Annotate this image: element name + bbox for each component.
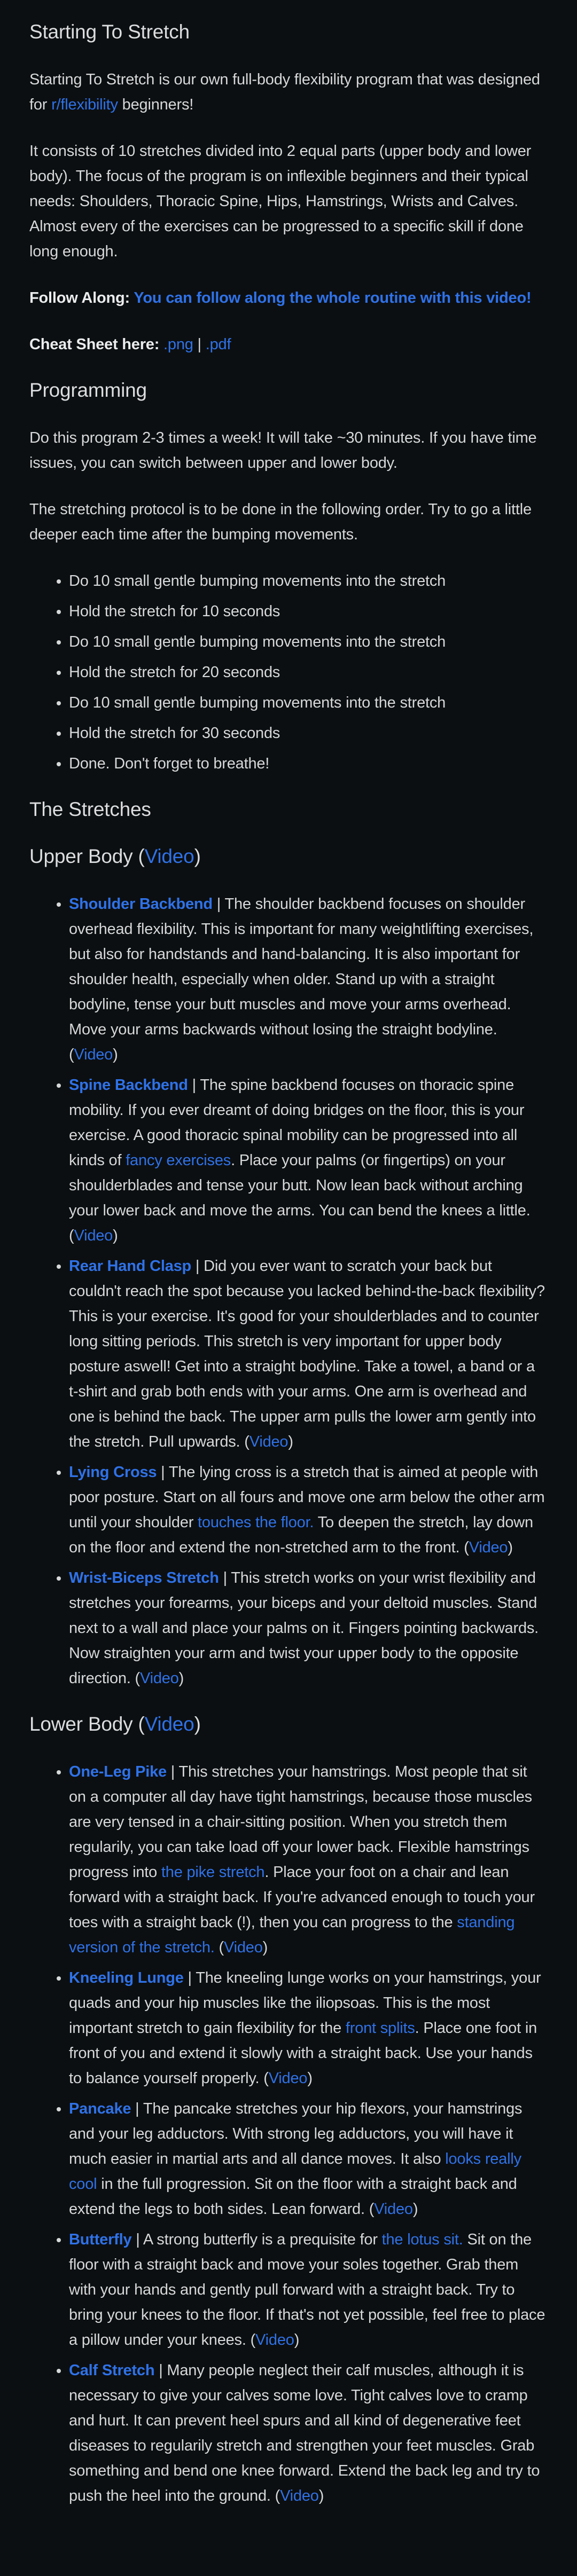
- inline-link[interactable]: Video: [223, 1939, 263, 1956]
- text-run: Do 10 small gentle bumping movements into the stretch: [69, 694, 446, 711]
- text-run: | The lying cross is a stretch that is aimed at people with poor posture. Start on all fours and move one arm below the other arm until your shoulder: [69, 1464, 545, 1531]
- protocol-list: [29, 569, 548, 776]
- text-run: in the full progression. Sit on the floor with a straight back and extend the legs to both sides. Lean forward. (: [69, 2176, 517, 2218]
- inline-link[interactable]: .pdf: [205, 336, 231, 353]
- cheat-sheet-paragraph: [29, 332, 548, 357]
- inline-link[interactable]: Video: [469, 1539, 508, 1556]
- inline-link[interactable]: looks really cool: [69, 2150, 521, 2193]
- protocol-step-4: [69, 660, 548, 685]
- follow-along-paragraph: [29, 286, 548, 311]
- inline-link[interactable]: the lotus sit.: [381, 2231, 463, 2248]
- text-run: Lower Body (: [29, 1713, 145, 1735]
- stretch-item-spine-backbend: [69, 1073, 548, 1248]
- inline-link[interactable]: Video: [255, 2331, 294, 2349]
- stretch-item-butterfly: [69, 2227, 548, 2353]
- text-run: Starting To Stretch: [29, 21, 190, 43]
- inline-link[interactable]: Video: [74, 1046, 113, 1063]
- inline-link[interactable]: Video: [140, 1670, 179, 1687]
- text-run: ): [194, 845, 201, 867]
- protocol-step-2: [69, 599, 548, 624]
- schedule-paragraph: [29, 426, 548, 476]
- text-run: ): [307, 2070, 313, 2087]
- text-run: | The spine backbend focuses on thoracic spine mobility. If you ever dreamt of doing bridges on the floor, this is your exercise. A good thoracic spinal mobility can be progressed into all kinds of: [69, 1077, 525, 1169]
- text-run: ): [318, 2487, 324, 2504]
- text-run: | A strong butterfly is a prequisite for: [131, 2231, 382, 2248]
- text-run: Upper Body (: [29, 845, 145, 867]
- inline-link[interactable]: Video: [374, 2201, 413, 2218]
- inline-link[interactable]: Kneeling Lunge: [69, 1969, 184, 1986]
- text-run: The Stretches: [29, 798, 151, 820]
- stretch-item-kneeling-lunge: [69, 1966, 548, 2091]
- inline-link[interactable]: r/flexibility: [51, 96, 118, 113]
- text-run: (: [214, 1939, 224, 1956]
- stretch-item-one-leg-pike: [69, 1760, 548, 1960]
- lower-body-heading: [29, 1713, 548, 1736]
- text-run: | The kneeling lunge works on your hamstrings, your quads and your hip muscles like the iliopsoas. This is the most important stretch to gain flexibility for the: [69, 1969, 541, 2037]
- text-run: Hold the stretch for 20 seconds: [69, 664, 280, 681]
- protocol-step-1: [69, 569, 548, 594]
- lower-body-list: [29, 1760, 548, 2509]
- text-run: Programming: [29, 379, 147, 401]
- text-run: Cheat Sheet here:: [29, 336, 164, 353]
- stretch-item-pancake: [69, 2096, 548, 2222]
- inline-link[interactable]: Shoulder Backbend: [69, 896, 213, 913]
- upper-body-heading: [29, 845, 548, 868]
- stretch-item-calf-stretch: [69, 2358, 548, 2509]
- text-run: The stretching protocol is to be done in the following order. Try to go a little deeper each time after the bumping movements.: [29, 501, 532, 543]
- inline-link[interactable]: .png: [163, 336, 193, 353]
- inline-link[interactable]: Video: [144, 1713, 194, 1735]
- text-run: ): [194, 1713, 201, 1735]
- intro-paragraph: [29, 67, 548, 117]
- text-run: Do this program 2-3 times a week! It will take ~30 minutes. If you have time issues, you can switch between upper and lower body.: [29, 429, 537, 472]
- stretch-item-wrist-biceps-stretch: [69, 1566, 548, 1691]
- text-run: Do 10 small gentle bumping movements into the stretch: [69, 572, 446, 590]
- inline-link[interactable]: front splits: [345, 2020, 415, 2037]
- text-run: Sit on the floor with a straight back and move your soles together. Grab them with your hands and gently pull forward with a straight back. Try to bring your knees to the floor. If that's not yet possible, feel free to place a pillow under your knees. (: [69, 2231, 545, 2349]
- inline-link[interactable]: Rear Hand Clasp: [69, 1258, 192, 1275]
- stretches-heading: [29, 798, 548, 821]
- page-title: [29, 20, 548, 44]
- text-run: Do 10 small gentle bumping movements into the stretch: [69, 633, 446, 650]
- text-run: | This stretches your hamstrings. Most people that sit on a computer all day have tight hamstrings, because those muscles are very tensed in a chair-sitting position. When you stretch them regularily, you can take load off your lower back. Flexible hamstrings progress into: [69, 1763, 532, 1881]
- inline-link[interactable]: Butterfly: [69, 2231, 132, 2248]
- protocol-step-7: [69, 751, 548, 776]
- inline-link[interactable]: the pike stretch: [161, 1864, 265, 1881]
- text-run: Hold the stretch for 10 seconds: [69, 603, 280, 620]
- inline-link[interactable]: Spine Backbend: [69, 1077, 188, 1094]
- text-run: beginners!: [118, 96, 194, 113]
- text-run: . Place one foot in front of you and extend it slowly with a straight back. Use your hands to balance yourself properly. (: [69, 2020, 537, 2087]
- text-run: | The shoulder backbend focuses on shoulder overhead flexibility. This is important for many weightlifting exercises, but also for handstands and hand-balancing. It is also important for shoulder health, especially when older. Stand up with a straight bodyline, tense your butt muscles and move your arms overhead. Move your arms backwards without losing the straight bodyline. (: [69, 896, 534, 1063]
- inline-link[interactable]: Video: [268, 2070, 308, 2087]
- text-run: | This stretch works on your wrist flexibility and stretches your forearms, your biceps and your deltoid muscles. Stand next to a wall and place your palms on it. Fingers pointing backwards. Now straighten your arm and twist your upper body to the opposite direction. (: [69, 1569, 539, 1687]
- text-run: | The pancake stretches your hip flexors, your hamstrings and your leg adductors. With strong leg adductors, you will have it much easier in martial arts and all dance moves. It also: [69, 2100, 523, 2167]
- text-run: ): [113, 1046, 118, 1063]
- inline-link[interactable]: You can follow along the whole routine with this video!: [134, 289, 532, 307]
- programming-heading: [29, 379, 548, 402]
- text-run: ): [412, 2201, 418, 2218]
- inline-link[interactable]: Video: [280, 2487, 319, 2504]
- text-run: Hold the stretch for 30 seconds: [69, 725, 280, 742]
- protocol-intro-paragraph: [29, 497, 548, 547]
- text-run: Done. Don't forget to breathe!: [69, 755, 270, 772]
- text-run: ): [262, 1939, 268, 1956]
- inline-link[interactable]: Video: [144, 845, 194, 867]
- text-run: Starting To Stretch is our own full-body flexibility program that was designed for: [29, 71, 540, 113]
- protocol-step-5: [69, 690, 548, 716]
- protocol-step-6: [69, 721, 548, 746]
- text-run: ): [288, 1433, 293, 1450]
- inline-link[interactable]: standing version of the stretch.: [69, 1914, 515, 1956]
- inline-link[interactable]: touches the floor.: [198, 1514, 314, 1531]
- inline-link[interactable]: Video: [249, 1433, 288, 1450]
- text-run: . Place your palms (or fingertips) on your shoulderblades and tense your butt. Now lean back without arching your lower back and move the arms. You can bend the knees a little. (: [69, 1152, 531, 1244]
- stretch-item-rear-hand-clasp: [69, 1254, 548, 1455]
- protocol-step-3: [69, 630, 548, 655]
- inline-link[interactable]: fancy exercises: [126, 1152, 231, 1169]
- text-run: It consists of 10 stretches divided into 2 equal parts (upper body and lower body). The focus of the program is on inflexible beginners and their typical needs: Shoulders, Thoracic Spine, Hips, Hamstrings, Wrists and Calves. Almost every of the exercises can be progressed to a specific skill if done long enough.: [29, 143, 532, 260]
- text-run: ): [508, 1539, 513, 1556]
- inline-link[interactable]: Pancake: [69, 2100, 131, 2117]
- inline-link[interactable]: One-Leg Pike: [69, 1763, 167, 1780]
- inline-link[interactable]: Video: [74, 1227, 113, 1244]
- overview-paragraph: [29, 139, 548, 264]
- upper-body-list: [29, 892, 548, 1691]
- text-run: ): [113, 1227, 118, 1244]
- inline-link[interactable]: Lying Cross: [69, 1464, 157, 1481]
- stretch-item-shoulder-backbend: [69, 892, 548, 1067]
- text-run: | Did you ever want to scratch your back but couldn't reach the spot because you lacked behind-the-back flexibility? This is your exercise. It's good for your shoulderblades and to counter long sitting periods. This stretch is very important for upper body posture aswell! Get into a straight bodyline. Take a towel, a band or a t-shirt and grab both ends with your arms. One arm is overhead and one is behind the back. The upper arm pulls the lower arm gently into the stretch. Pull upwards. (: [69, 1258, 545, 1450]
- text-run: ): [294, 2331, 300, 2349]
- text-run: |: [193, 336, 206, 353]
- text-run: ): [178, 1670, 184, 1687]
- inline-link[interactable]: Calf Stretch: [69, 2362, 155, 2379]
- inline-link[interactable]: Wrist-Biceps Stretch: [69, 1569, 219, 1587]
- text-run: | Many people neglect their calf muscles, although it is necessary to give your calves some love. Tight calves love to cramp and hurt. It can prevent heel spurs and all kind of degenerative feet diseases to regularily stretch and strengthen your feet muscles. Grab something and bend one knee forward. Extend the back leg and try to push the heel into the ground. (: [69, 2362, 540, 2504]
- text-run: . Place your foot on a chair and lean forward with a straight back. If you're advanced enough to touch your toes with a straight back (!), then you can progress to the: [69, 1864, 535, 1931]
- stretch-item-lying-cross: [69, 1460, 548, 1560]
- text-run: Follow Along:: [29, 289, 134, 307]
- text-run: To deepen the stretch, lay down on the floor and extend the non-stretched arm to the front. (: [69, 1514, 533, 1556]
